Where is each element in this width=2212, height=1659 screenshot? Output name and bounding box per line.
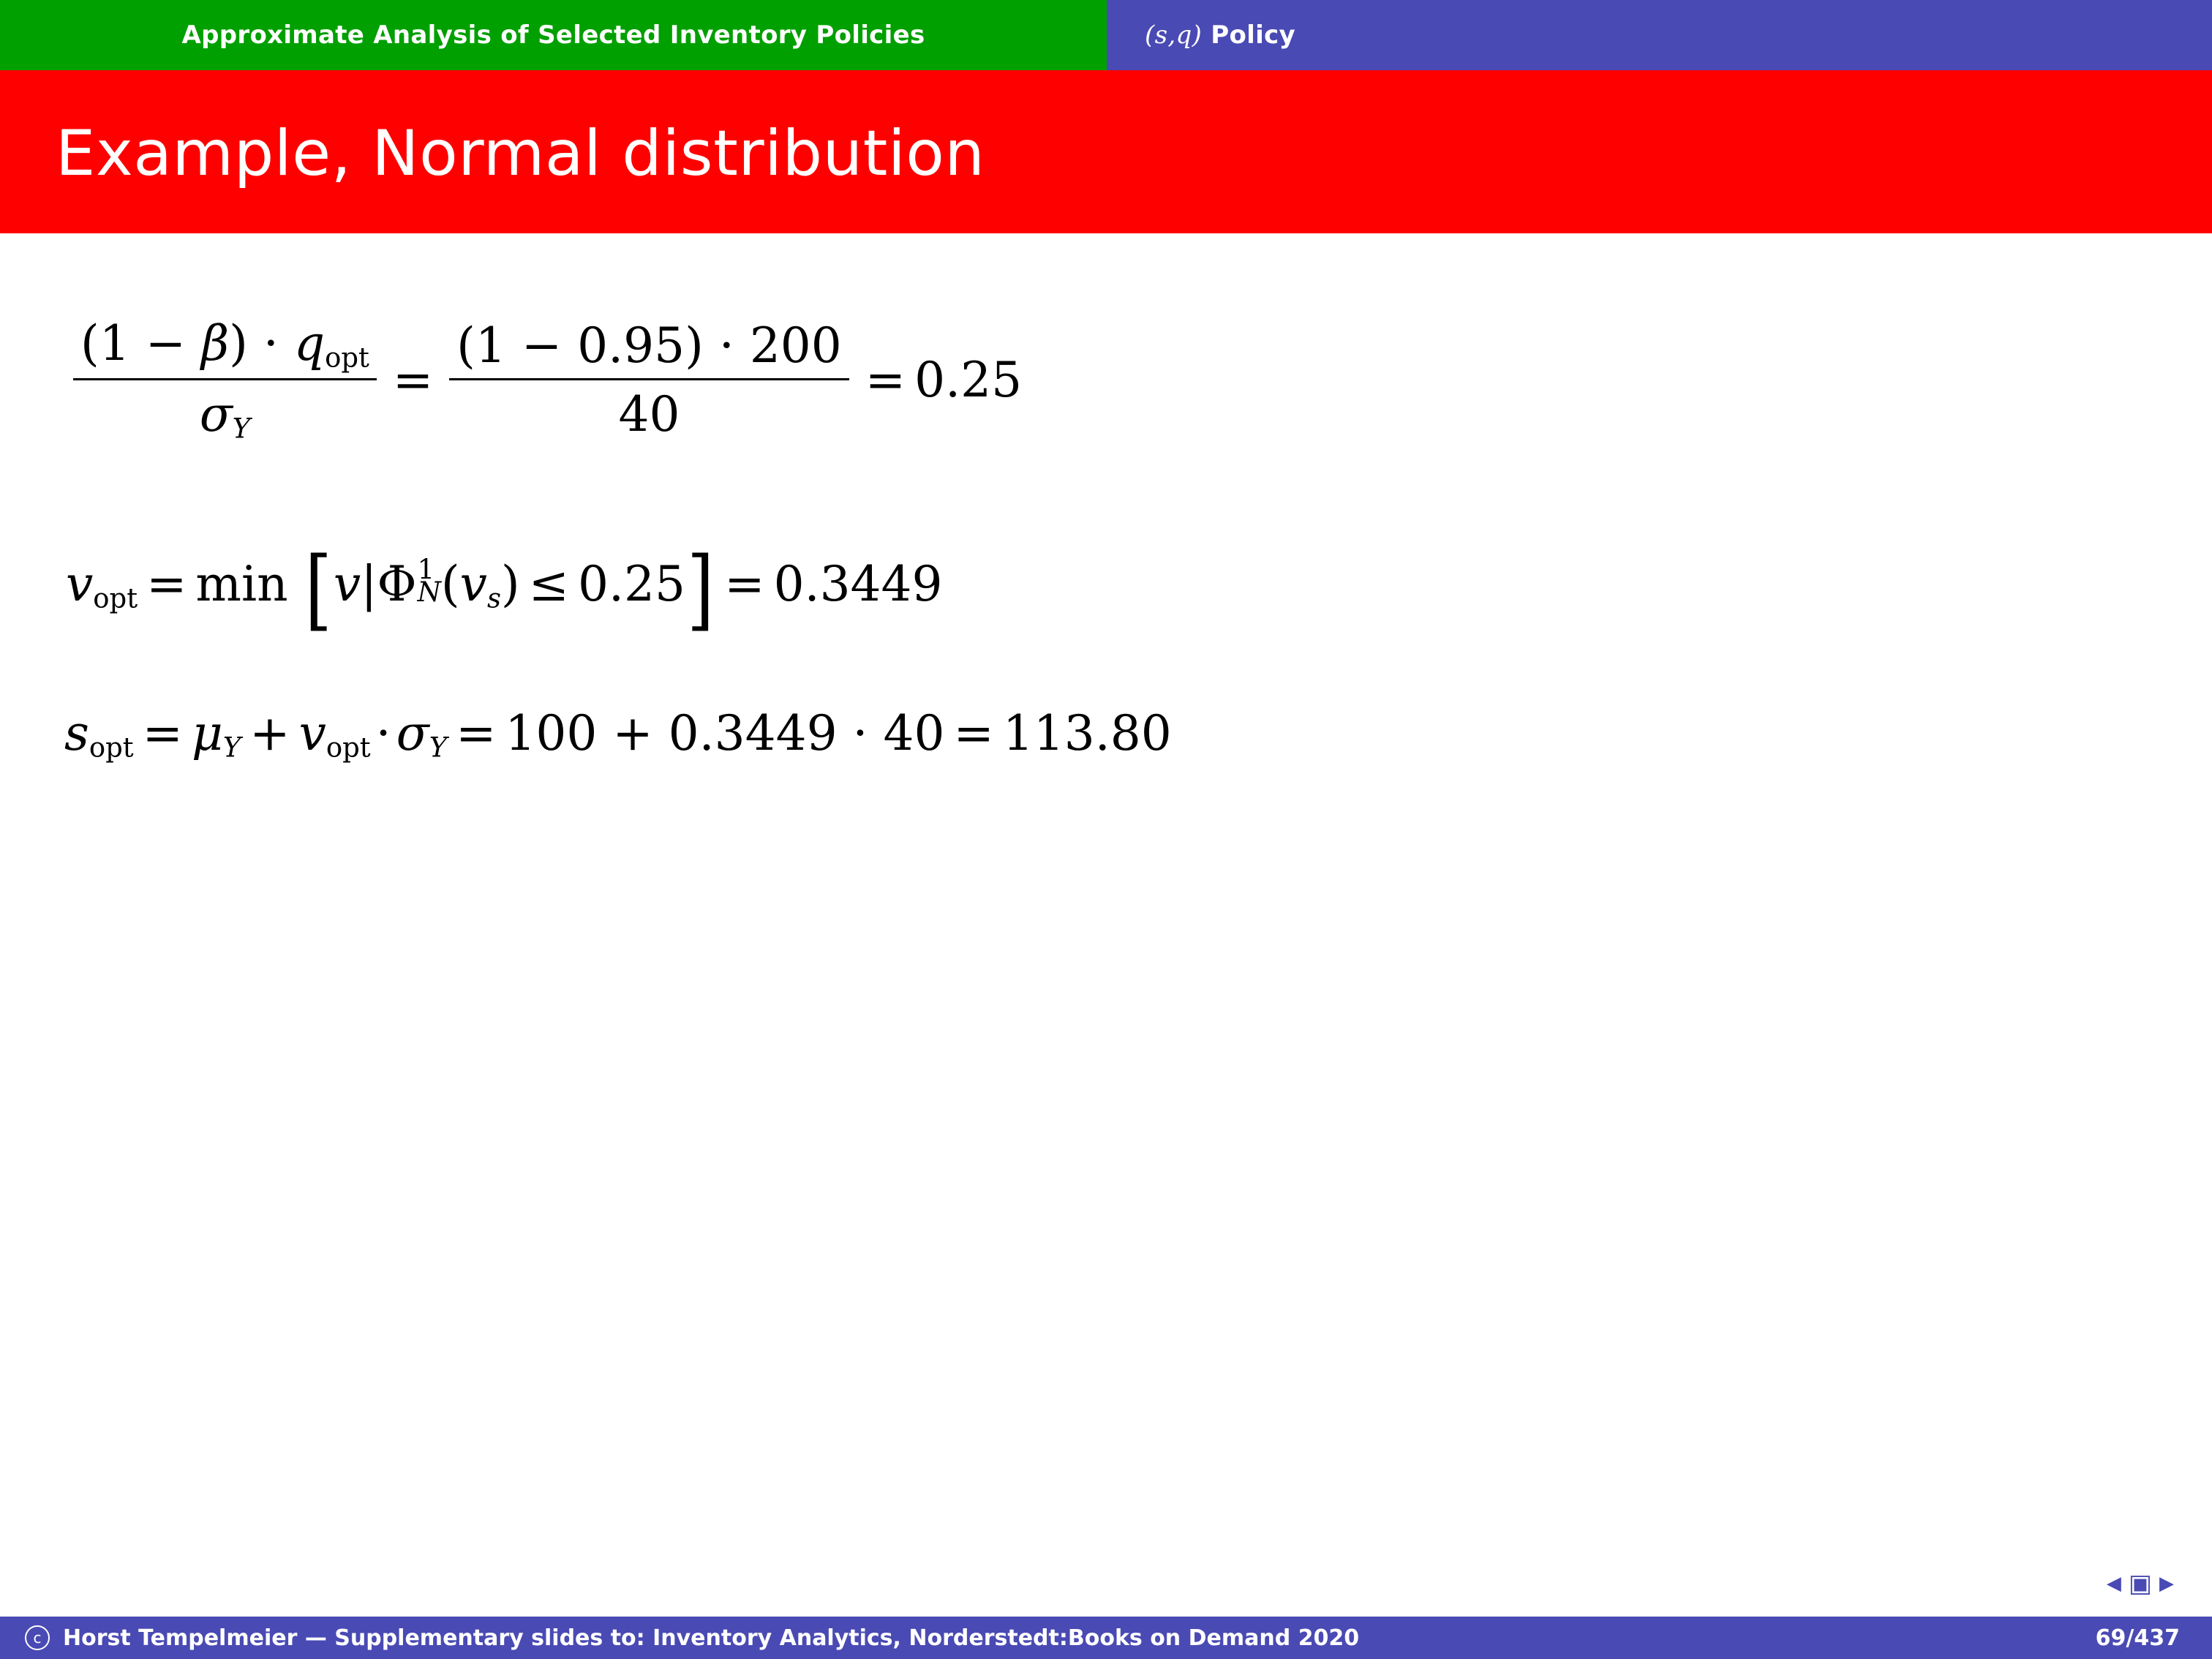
nav-subsection-label: Policy <box>1211 20 1295 50</box>
eq2-phi-indices <box>417 554 441 608</box>
eq1-open-paren: (1 − <box>80 315 201 372</box>
eq3-cdot: · <box>375 705 391 761</box>
eq2-given-bar: | <box>361 555 377 612</box>
eq3-s-subscript: opt <box>89 731 134 764</box>
fraction-lhs <box>73 315 377 444</box>
eq1-equals-1: = <box>392 351 434 408</box>
eq2-vs-v: v <box>459 555 487 612</box>
eq2-equals-1: = <box>146 555 187 612</box>
eq2-phi-superscript: 1 <box>417 554 435 586</box>
eq1-sigma-subscript: Y <box>232 413 251 445</box>
eq3-result: 113.80 <box>1002 705 1172 761</box>
eq2-min-operator: min <box>195 555 288 612</box>
page-number: 69/437 <box>2095 1625 2180 1651</box>
eq2-equals-2: = <box>724 555 765 612</box>
eq2-v: v <box>66 555 94 612</box>
nav-subsection-comma: , <box>1167 20 1176 50</box>
eq3-mu-subscript: Y <box>222 731 241 764</box>
nav-subsection-s: s <box>1154 20 1168 50</box>
eq2-threshold: 0.25 <box>577 555 685 612</box>
equation-service-level-ratio <box>66 315 1022 444</box>
eq3-equals-3: = <box>953 705 994 761</box>
eq2-bracket-open: [ <box>304 538 332 640</box>
nav-subsection-q: q <box>1175 20 1192 50</box>
footer-copyright <box>0 1625 1359 1651</box>
eq2-paren-open: ( <box>440 555 460 612</box>
eq1-q-subscript: opt <box>325 342 369 374</box>
fraction-lhs-denominator <box>73 378 377 445</box>
eq2-phi: Φ <box>377 555 417 612</box>
fraction-rhs-numerator: (1 − 0.95) · 200 <box>456 317 842 374</box>
eq3-equals-2: = <box>456 705 497 761</box>
equation-v-opt <box>66 538 943 640</box>
footer-text: Horst Tempelmeier — Supplementary slides to: Inventory Analytics, Norderstedt:Books on Demand 2020 <box>63 1625 1360 1651</box>
slide-navigation-controls[interactable] <box>2107 1571 2174 1596</box>
footer-bar <box>0 1617 2212 1659</box>
eq1-sigma: σ <box>199 385 233 443</box>
slide-content <box>0 233 2212 1659</box>
frame-navigation-icon[interactable]: ▣ <box>2128 1569 2152 1598</box>
next-slide-icon[interactable]: ▶ <box>2159 1573 2174 1595</box>
eq3-v-subscript: opt <box>326 731 371 764</box>
nav-subsection-paren-close: ) <box>1192 20 1203 50</box>
eq1-q: q <box>293 315 326 372</box>
fraction-rhs-denominator: 40 <box>449 378 849 443</box>
eq1-result: 0.25 <box>914 351 1023 408</box>
eq2-v-subscript: opt <box>93 582 138 614</box>
eq3-plus: + <box>249 705 290 761</box>
eq1-equals-2: = <box>865 351 906 408</box>
eq2-leq: ≤ <box>528 555 569 612</box>
copyright-icon: c <box>25 1625 50 1650</box>
nav-subsection-sq-policy[interactable] <box>1107 0 2212 70</box>
eq2-paren-close: ) <box>500 555 520 612</box>
eq2-result: 0.3449 <box>773 555 943 612</box>
page-title: Example, Normal distribution <box>56 117 985 190</box>
eq3-expression: 100 + 0.3449 · 40 <box>505 705 945 761</box>
nav-section-approximate-analysis[interactable] <box>0 0 1107 70</box>
equation-s-opt <box>64 705 1172 764</box>
nav-section-label: Approximate Analysis of Selected Inventory Policies <box>181 20 925 50</box>
nav-subsection-paren-open: ( <box>1145 20 1155 50</box>
previous-slide-icon[interactable]: ◀ <box>2106 1573 2121 1595</box>
fraction-lhs-numerator <box>73 315 377 378</box>
eq3-s: s <box>64 705 89 761</box>
eq2-phi-subscript: N <box>417 576 441 608</box>
eq3-equals-1: = <box>142 705 183 761</box>
eq2-bracket-close: ] <box>686 538 715 640</box>
eq1-beta: β <box>201 315 230 372</box>
eq2-vs-subscript: s <box>486 582 501 614</box>
navigation-bar <box>0 0 2212 70</box>
eq3-v: v <box>298 705 326 761</box>
eq3-sigma: σ <box>396 705 429 761</box>
eq3-sigma-subscript: Y <box>429 731 448 764</box>
eq1-close-paren: ) · <box>229 315 294 372</box>
fraction-rhs <box>449 317 849 443</box>
eq3-mu: μ <box>191 705 223 761</box>
eq2-var-v: v <box>333 555 361 612</box>
